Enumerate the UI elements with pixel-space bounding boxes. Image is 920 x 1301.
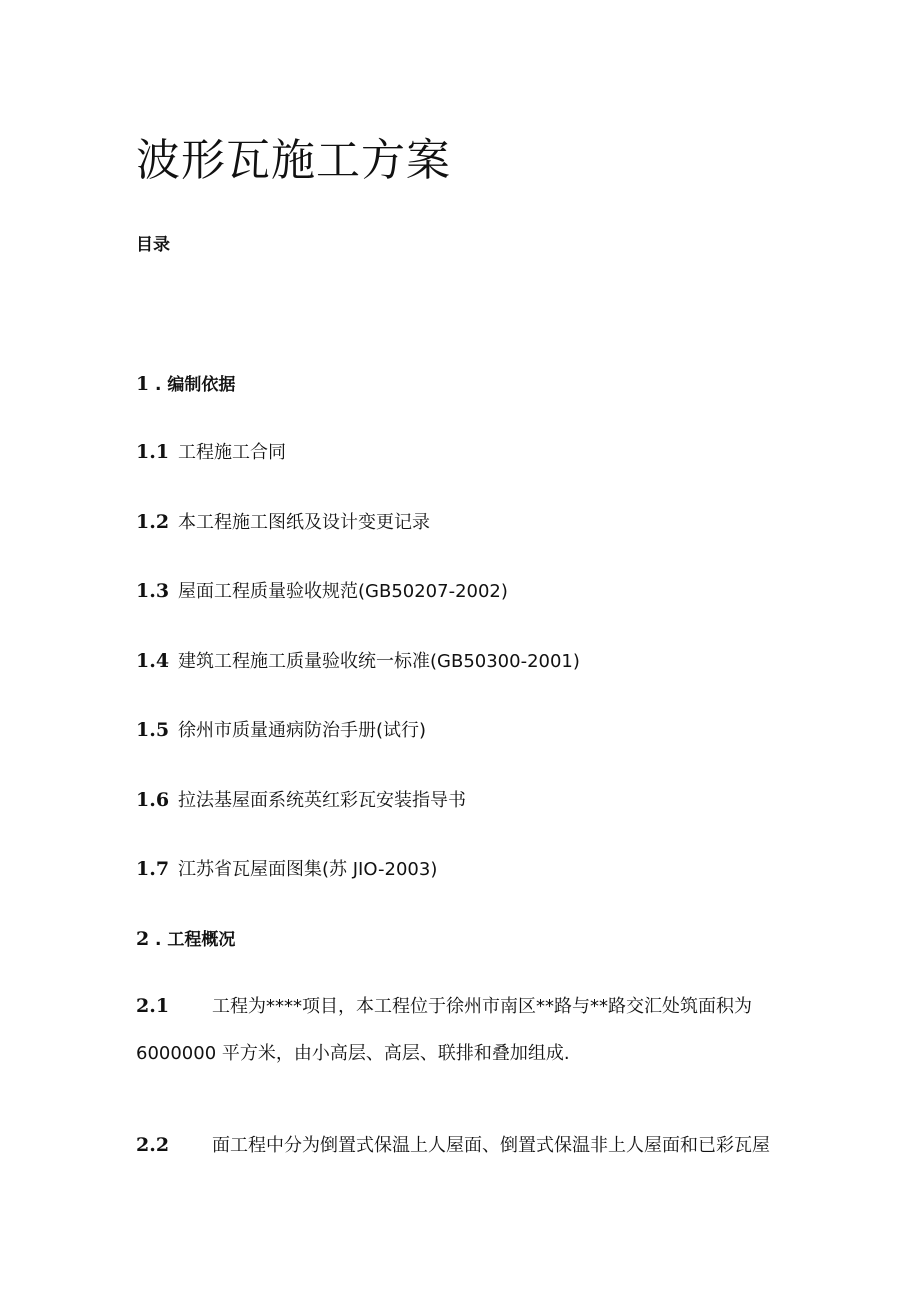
item-text: 屋面工程质量验收规范(GB50207-2002): [178, 581, 508, 602]
item-number: 2.1: [136, 995, 170, 1017]
section-heading-1: [136, 372, 235, 397]
item-number: 1.4: [136, 650, 170, 672]
overview-item: [136, 1133, 770, 1158]
overview-item: [136, 994, 752, 1019]
item-number: 2.2: [136, 1134, 170, 1156]
section-heading-2: [136, 927, 235, 952]
item-number: 1.2: [136, 511, 170, 533]
section-number: 1: [136, 373, 150, 395]
item-text: 本工程施工图纸及设计变更记录: [178, 512, 430, 533]
item-text: 建筑工程施工质量验收统一标准(GB50300-2001): [178, 651, 580, 672]
item-number: 1.6: [136, 789, 170, 811]
basis-item: [136, 510, 430, 535]
section-title: . 编制依据: [154, 375, 236, 395]
item-number: 1.7: [136, 858, 170, 880]
overview-item-continuation: 6000000 平方米，由小高层、高层、联排和叠加组成.: [136, 1043, 570, 1064]
item-number: 1.5: [136, 719, 170, 741]
item-text: 徐州市质量通病防治手册(试行): [178, 720, 427, 741]
section-number: 2: [136, 928, 150, 950]
basis-item: [136, 649, 580, 674]
document-title: 波形瓦施工方案: [136, 135, 451, 186]
basis-item: [136, 788, 466, 813]
toc-heading: 目录: [136, 235, 170, 255]
item-number: 1.3: [136, 580, 170, 602]
basis-item: [136, 579, 508, 604]
basis-item: [136, 718, 426, 743]
item-number: 1.1: [136, 441, 170, 463]
item-text: 工程为****项目，本工程位于徐州市南区**路与**路交汇处筑面积为: [212, 996, 752, 1017]
item-text: 面工程中分为倒置式保温上人屋面、倒置式保温非上人屋面和已彩瓦屋: [212, 1135, 770, 1156]
item-text: 工程施工合同: [178, 442, 286, 463]
item-text: 拉法基屋面系统英红彩瓦安装指导书: [178, 790, 466, 811]
section-title: . 工程概况: [154, 930, 236, 950]
item-text: 江苏省瓦屋面图集(苏 JIO-2003): [178, 859, 438, 880]
basis-item: [136, 440, 286, 465]
basis-item: [136, 857, 437, 882]
